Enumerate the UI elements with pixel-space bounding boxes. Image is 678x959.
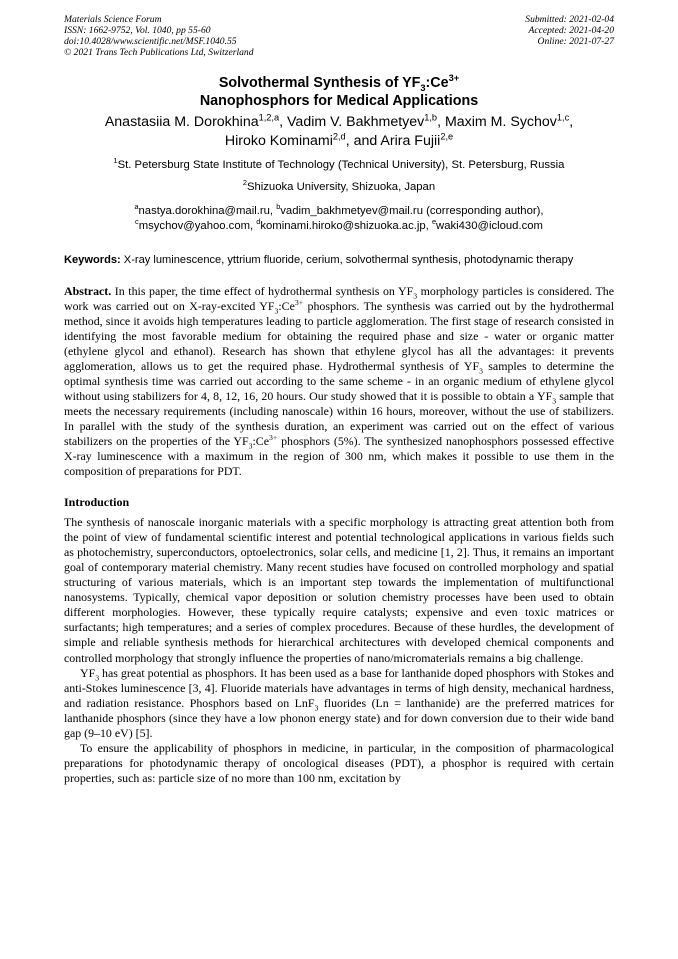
author-affiliation-marker: 1,2,a (258, 112, 280, 123)
keywords-text: X-ray luminescence, yttrium fluoride, cerium, solvothermal synthesis, photodynamic therapy (120, 254, 574, 266)
author: Arira Fujii$^{2,e}$ (380, 131, 454, 149)
title-part: Nanophosphors for Medical Applications (199, 92, 479, 109)
intro-paragraph-1: The synthesis of nanoscale inorganic materials with a specific morphology is attracting great attention both from the point of view of fundamental scientific interest and potential technological applications in various fields such as photochemistry, superconductors, optoelectronics, solar cells, and medicine [1, 2]. Thus, it remains an important goal of contemporary material chemistry. Many recent studies have focused on controlled morphology and spatial structuring of various materials, which is an important step towards the implementation of multifunctional nanosystems. Typically, chemical vapor deposition or solution chemistry processes have been used to obtain different morphologies. However, these typically require catalysts; expensive and even toxic matrices or surfactants; high temperatures; and a series of complex procedures. Because of these hurdles, the development of simple and reliable synthesis methods for hierarchical architectures with developed chemical components and controlled morphology that strongly influence the properties of nano/micromaterials remains a big challenge. (64, 515, 614, 665)
intro-paragraph-3: To ensure the applicability of phosphors in medicine, in particular, in the composition of pharmacological preparations for photodynamic therapy of oncological diseases (PDT), a phosphor is required with certain properties, such as: particle size of no more than 100 nm, excitation by (64, 740, 614, 785)
email-link[interactable]: $^a$nastya.dorokhina@mail.ru, (134, 202, 277, 217)
intro-paragraph-2: $YF_3$ has great potential as phosphors. It has been used as a base for lanthanide doped phosphors with Stokes and anti-Stokes luminescence [3, 4]. Fluoride materials have advantages in terms of high density, mechanical hardness, and radiation resistance. Phosphors based on LnF$_3$ fluorides (Ln = lanthanide) are the preferred matrices for lanthanide phosphors (since they have a low phonon energy state) and for down conversion due to their wide band gap (9–10 eV) [5]. (64, 665, 614, 740)
author-affiliation-marker: 2,e (440, 131, 454, 142)
journal-info (64, 14, 254, 58)
title-part: Solvothermal Synthesis of YF (218, 75, 421, 91)
affiliation-1: $^1$St. Petersburg State Institute of Technology (Technical University), St. Petersburg, Russia (113, 156, 565, 171)
email-link[interactable]: $^e$waki430@icloud.com (431, 217, 543, 232)
keywords-label: Keywords: (64, 254, 121, 266)
publication-header (64, 14, 614, 58)
author-affiliation-marker: 2,d (332, 131, 346, 142)
submitted-date: Submitted: 2021-02-04 (525, 14, 614, 25)
paper-page (64, 14, 614, 786)
online-date: Online: 2021-07-27 (537, 36, 614, 47)
affiliation-2: $^2$Shizuoka University, Shizuoka, Japan (242, 178, 436, 193)
author: Anastasiia M. Dorokhina$^{1,2,a}$, (104, 112, 288, 130)
email-link[interactable]: $^b$vadim_bakhmetyev@mail.ru (corresponding author), (276, 202, 544, 217)
author: Maxim M. Sychov$^{1,c}$, (444, 112, 574, 130)
keywords (64, 254, 614, 268)
paper-title (64, 75, 614, 110)
email-link[interactable]: $^d$kominami.hiroko@shizuoka.ac.jp, (256, 217, 432, 232)
dates-info (525, 14, 614, 58)
author: Vadim V. Bakhmetyev$^{1,b}$, (287, 112, 445, 130)
abstract: Abstract. In this paper, the time effect of hydrothermal synthesis on $YF_3$ morphology particles is considered. The work was carried out on X-ray-excited $YF_3:Ce^{3+}$ phosphors. The synthesis was carried out by the hydrothermal method, since it avoids high temperatures leading to particle agglomeration. The first stage of research consisted in identifying the most favorable medium for obtaining the required phase and size - water or organic matter (ethylene glycol and ethanol). Research has shown that ethylene glycol has all the advantages: it prevents agglomeration, allows us to get the required phase. Hydrothermal synthesis of $YF_3$ samples to determine the optimal synthesis time was carried out according to the same scheme - in an organic medium of ethylene glycol without using stabilizers for 4, 8, 12, 16, 20 hours. Our study showed that it is possible to obtain a $YF_3$ sample that meets the necessary requirements (including nanoscale) within 16 hours, moreover, without the use of stabilizers. In parallel with the study of the synthesis duration, an experiment was carried out on the effect of various stabilizers on the properties of the $YF_3:Ce^{3+}$ phosphors (5%). The synthesized nanophosphors possessed effective X-ray luminescence with a maximum in the region of 300 nm, which makes it possible to use them in the composition of preparations for PDT. (64, 283, 614, 479)
email-link[interactable]: $^c$msychov@yahoo.com, (135, 217, 257, 232)
section-heading-introduction: Introduction (64, 495, 130, 510)
title-superscript: 3+ (448, 73, 460, 84)
issn: ISSN: 1662-9752, Vol. 1040, pp 55-60 (64, 25, 211, 36)
title-subscript: 3 (420, 82, 426, 93)
accepted-date: Accepted: 2021-04-20 (528, 25, 614, 36)
journal-name: Materials Science Forum (64, 14, 162, 25)
author-affiliation-marker: 1,b (424, 112, 438, 123)
title-part: :Ce (425, 75, 449, 91)
author-list (64, 113, 614, 151)
author-emails (64, 204, 614, 234)
author-affiliation-marker: 1,c (556, 112, 570, 123)
abstract-label: Abstract. (64, 283, 112, 298)
copyright: © 2021 Trans Tech Publications Ltd, Switzerland (64, 47, 254, 58)
doi: doi:10.4028/www.scientific.net/MSF.1040.55 (64, 36, 237, 47)
author: Hiroko Kominami$^{2,d}$, and (224, 131, 381, 149)
